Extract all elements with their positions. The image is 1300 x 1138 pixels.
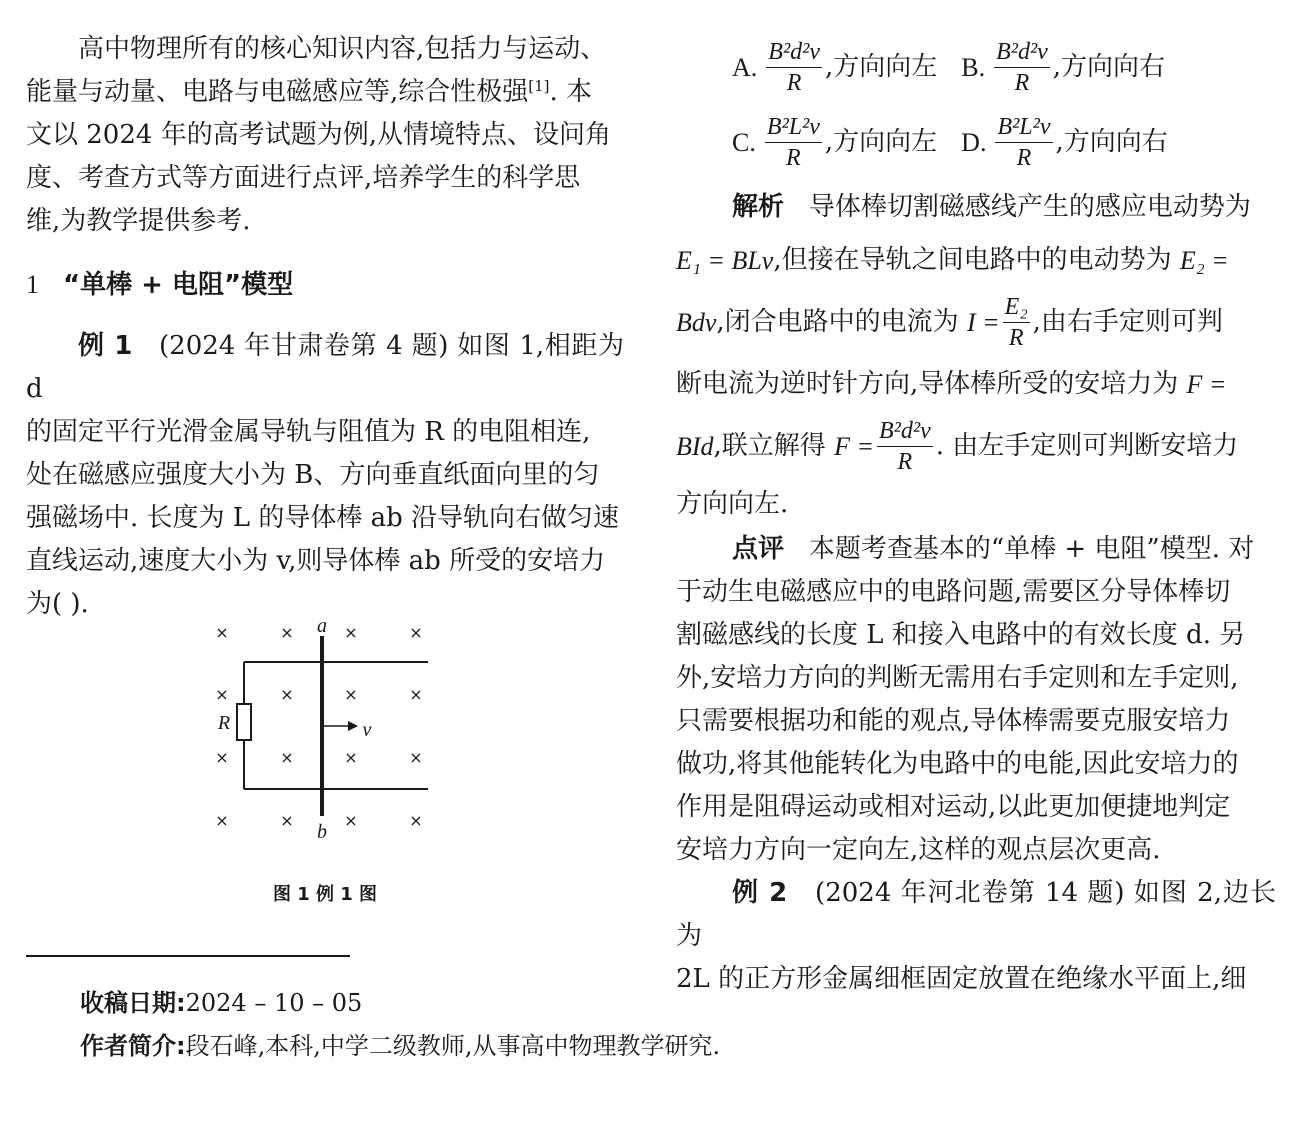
analysis-line-3: [676, 291, 1276, 353]
example2-line-2: 2L 的正方形金属细框固定放置在绝缘水平面上,细: [676, 964, 1247, 994]
option-d-denominator: R: [1016, 145, 1032, 171]
field-cross-1-0: ×: [215, 685, 229, 704]
comment-line-6: 做功,将其他能转化为电路中的电能,因此安培力的: [676, 749, 1239, 779]
current-denominator: R: [1008, 324, 1024, 351]
velocity-label: v: [362, 719, 372, 741]
analysis-line-3-tail: ,由右手定则可判: [1032, 306, 1223, 337]
comment-label: 点评: [732, 534, 785, 564]
force-denominator: R: [897, 448, 913, 475]
received-date: [80, 983, 362, 1018]
field-cross-1-2: ×: [344, 685, 358, 704]
section-title: “单棒 + 电阻”模型: [63, 270, 294, 300]
option-c-denominator: R: [786, 145, 801, 171]
rod-label-a: a: [317, 615, 327, 637]
section-heading: [26, 265, 624, 305]
options-row-2: [676, 105, 1276, 180]
option-c-numerator: B²L²v: [765, 112, 822, 143]
current-fraction: [1003, 292, 1030, 353]
field-cross-0-2: ×: [344, 623, 358, 642]
velocity-arrowhead: [348, 721, 358, 731]
left-column: [26, 28, 624, 626]
author-value: 段石峰,本科,中学二级教师,从事高中物理教学研究.: [185, 1032, 721, 1060]
option-a-letter: A.: [732, 53, 758, 82]
analysis-line-2: [676, 229, 1276, 291]
example-line-3: 处在磁感应强度大小为 B、方向垂直纸面向里的匀: [26, 460, 600, 490]
comment-line-5: 只需要根据功和能的观点,导体棒需要克服安培力: [676, 706, 1231, 736]
field-cross-1-3: ×: [409, 685, 423, 704]
intro-line-2: [26, 71, 624, 114]
right-column: [676, 30, 1276, 1001]
option-d[interactable]: [961, 112, 1168, 173]
field-cross-1-1: ×: [280, 685, 294, 704]
emf-e1: E₁ = BLv: [676, 245, 774, 275]
field-cross-3-1: ×: [280, 811, 294, 830]
comment-line-1: [676, 528, 1276, 571]
option-d-fraction: [995, 112, 1052, 173]
force-fraction: [877, 416, 933, 477]
example2-line-1-text: (2024 年河北卷第 14 题) 如图 2,边长为: [676, 878, 1276, 951]
force-numerator: B²d²v: [877, 416, 933, 447]
option-b-denominator: R: [1014, 70, 1030, 96]
comment-line-8: 安培力方向一定向左,这样的观点层次更高.: [676, 835, 1161, 865]
emf-e2: E₂ =: [1179, 245, 1229, 275]
comment-line-7: 作用是阻碍运动或相对运动,以此更加便捷地判定: [676, 792, 1231, 822]
option-c-letter: C.: [732, 128, 756, 157]
force-f-result: F =: [834, 431, 875, 461]
comment-line-1-text: 本题考查基本的“单棒 + 电阻”模型. 对: [808, 534, 1255, 564]
example-line-1-text: (2024 年甘肃卷第 4 题) 如图 1,相距为 d: [26, 331, 624, 404]
footnote-rule: [26, 955, 350, 957]
rod-label-b: b: [317, 821, 327, 843]
resistor: [237, 704, 251, 740]
circuit-figure: [120, 612, 600, 852]
analysis-line-1: [676, 186, 1276, 229]
emf-bdv: Bdv: [676, 307, 717, 337]
current-numerator: E₂: [1003, 292, 1030, 323]
analysis-line-6: 方向向左.: [676, 489, 789, 519]
intro-line-2-tail: . 本: [549, 77, 593, 107]
analysis-line-4-text: 断电流为逆时针方向,导体棒所受的安培力为: [676, 368, 1179, 399]
intro-line-2-text: 能量与动量、电路与电磁感应等,综合性极强: [26, 77, 529, 107]
option-a-denominator: R: [786, 70, 802, 96]
analysis-line-5-text: ,联立解得: [713, 430, 826, 461]
field-cross-2-0: ×: [215, 748, 229, 767]
example2-line-1: [676, 872, 1276, 958]
analysis-line-1-text: 导体棒切割磁感线产生的感应电动势为: [808, 192, 1251, 222]
options-row-1: [676, 30, 1276, 105]
example2-label: 例 2: [732, 878, 788, 908]
field-cross-3-3: ×: [409, 811, 423, 830]
intro-line-3: 文以 2024 年的高考试题为例,从情境特点、设问角: [26, 120, 611, 150]
option-b-direction: ,方向向右: [1052, 52, 1166, 82]
field-cross-0-1: ×: [280, 623, 294, 642]
analysis-line-2-text: ,但接在导轨之间电路中的电动势为: [773, 244, 1172, 275]
option-b-fraction: [994, 37, 1050, 98]
example-line-6: 为( ).: [26, 589, 89, 619]
section-number: 1: [26, 270, 39, 299]
option-c-direction: ,方向向左: [824, 127, 938, 157]
field-cross-2-1: ×: [280, 748, 294, 767]
analysis-line-5-tail: . 由左手定则可判断安培力: [935, 430, 1239, 461]
received-label: 收稿日期:: [80, 989, 186, 1017]
analysis-label: 解析: [732, 192, 785, 222]
field-cross-3-2: ×: [344, 811, 358, 830]
example-line-5: 直线运动,速度大小为 v,则导体棒 ab 所受的安培力: [26, 546, 606, 576]
example-line-4: 强磁场中. 长度为 L 的导体棒 ab 沿导轨向右做匀速: [26, 503, 619, 533]
force-f: F =: [1186, 369, 1227, 399]
comment-line-3: 割磁感线的长度 L 和接入电路中的有效长度 d. 另: [676, 620, 1246, 650]
example-line-2: 的固定平行光滑金属导轨与阻值为 R 的电阻相连,: [26, 417, 591, 447]
analysis-line-5: [676, 415, 1276, 477]
current-i: I =: [966, 307, 1000, 337]
option-c-fraction: [765, 112, 822, 173]
option-a-numerator: B²d²v: [766, 37, 822, 68]
received-value: 2024 – 10 – 05: [185, 989, 363, 1017]
analysis-line-4: [676, 353, 1276, 415]
analysis-line-3-text: ,闭合电路中的电流为: [716, 306, 959, 337]
comment-line-4: 外,安培力方向的判断无需用右手定则和左手定则,: [676, 663, 1239, 693]
comment-line-2: 于动生电磁感应中的电路问题,需要区分导体棒切: [676, 577, 1231, 607]
option-d-letter: D.: [961, 128, 987, 157]
author-label: 作者简介:: [80, 1032, 186, 1060]
example-label: 例 1: [78, 331, 133, 361]
author-info: [80, 1026, 720, 1061]
option-b-letter: B.: [961, 53, 986, 82]
field-cross-0-3: ×: [409, 623, 423, 642]
example-line-1: [26, 325, 624, 411]
intro-line-1: 高中物理所有的核心知识内容,包括力与运动、: [78, 34, 607, 64]
option-a[interactable]: [732, 37, 937, 98]
field-cross-2-3: ×: [409, 748, 423, 767]
force-bid: BId: [676, 431, 714, 461]
option-c[interactable]: [732, 112, 937, 173]
option-a-direction: ,方向向左: [824, 52, 938, 82]
citation-ref[interactable]: [1]: [528, 77, 550, 95]
figure-caption: 图 1 例 1 图: [272, 884, 378, 905]
option-a-fraction: [766, 37, 822, 98]
resistor-label: R: [217, 712, 231, 734]
field-cross-0-0: ×: [215, 623, 229, 642]
option-b[interactable]: [961, 37, 1165, 98]
option-d-numerator: B²L²v: [995, 112, 1052, 143]
option-d-direction: ,方向向右: [1055, 127, 1168, 157]
option-b-numerator: B²d²v: [994, 37, 1050, 68]
field-cross-2-2: ×: [344, 748, 358, 767]
intro-line-5: 维,为教学提供参考.: [26, 206, 251, 236]
intro-line-4: 度、考查方式等方面进行点评,培养学生的科学思: [26, 163, 581, 193]
field-cross-3-0: ×: [215, 811, 229, 830]
